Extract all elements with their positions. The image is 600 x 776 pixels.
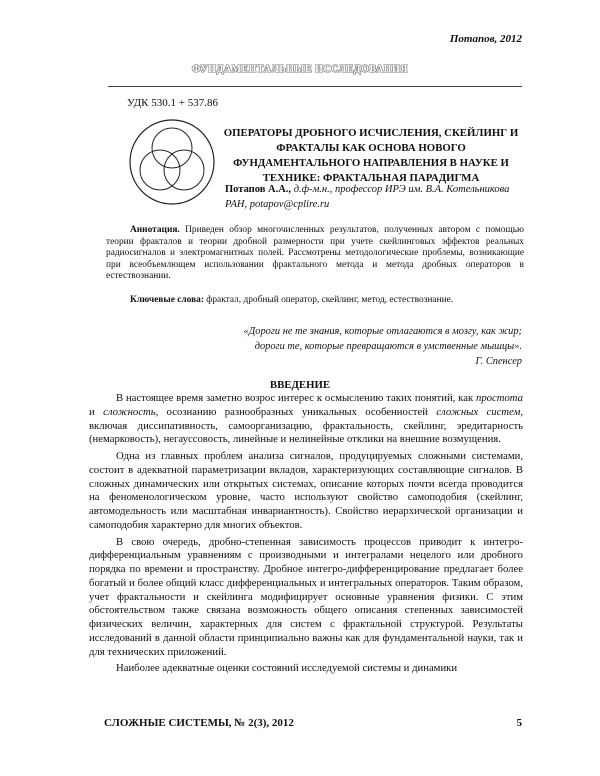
header-rule [108, 86, 522, 87]
abstract-label: Аннотация. [130, 225, 180, 235]
article-title [220, 126, 522, 186]
author-name: Потапов А.А., [225, 184, 292, 195]
journal-logo-icon [127, 118, 217, 206]
author-line [225, 183, 525, 212]
title-line: ОПЕРАТОРЫ ДРОБНОГО ИСЧИСЛЕНИЯ, СКЕЙЛИНГ И [223, 127, 519, 139]
keywords-label: Ключевые слова: [130, 295, 204, 305]
paragraph: В свою очередь, дробно-степенная зависимость процессов приводит к интегро-дифференциальным уравнениям с производными и интегралами нецелого или дробного порядка по времени и пространству. Дробное интегро-дифференцирование предлагает более богатый и более общий класс дифференциальных и интегральных операторов. Таким образом, учет фрактальности и скейлинга модифицирует основные уравнения физики. С этим обстоятельством также связана возможность общего описания степенных зависимостей физических величин, характерных для систем с фрактальной структурой. Результаты исследований в данной области принципиально важны как для фундаментальной науки, так и для технических приложений. [89, 535, 523, 658]
epigraph-attribution: Г. Спенсер [475, 356, 522, 367]
paragraph: В настоящее время заметно возрос интерес к осмыслению таких понятий, как простота и сложность, осознанию разнообразных уникальных особенностей сложных систем, включая диссипативность, самоорганизацию, фрактальность, скейлинг, эредитарность (немарковость), негауссовость, линейные и нелинейные отклики на внешние возмущения. [89, 392, 523, 446]
title-line: ФУНДАМЕНТАЛЬНОГО НАПРАВЛЕНИЯ В НАУКЕ И [233, 157, 509, 169]
body-text [89, 392, 523, 679]
introduction-heading: ВВЕДЕНИЕ [269, 379, 331, 391]
author-affiliation: д.ф-м.н., профессор ИРЭ им. В.А. Котельникова РАН, potapov@cplire.ru [225, 184, 510, 210]
paragraph: Наиболее адекватные оценки состояний исследуемой системы и динамики [116, 662, 458, 675]
keywords [106, 295, 524, 305]
epigraph [200, 324, 522, 369]
paragraph: Одна из главных проблем анализа сигналов, продуцируемых сложными системами, состоит в адекватной параметризации вкладов, характеризующих составляющие сигналов. В сложных динамических или открытых системах, описание которых почти всегда проводится на феноменологическом уровне, часто используют свойство самоподобия (скейлинг, автомодельность или масштабная инвариантность). Свойство иерархической организации и самоподобия характерно для многих объектов. [89, 450, 523, 531]
abstract-text: Приведен обзор многочисленных результатов, полученных автором с помощью теории фракталов и теории дробной размерности при учете скейлинговых эффектов реальных радиосигналов и электромагнитных полей. Рассмотрены методологические проблемы, возникающие при всеобъемлющем использовании фрактального метода и метода дробных операторов в естествознании. [106, 225, 524, 282]
page-number: 5 [516, 717, 522, 729]
epigraph-line: дороги те, которые превращаются в умственные мышцы». [254, 341, 522, 352]
epigraph-line: «Дороги не те знания, которые отлагаются в мозгу, как жир; [243, 326, 522, 337]
section-heading: ФУНДАМЕНТАЛЬНЫЕ ИССЛЕДОВАНИЯ [192, 64, 408, 75]
udc-code: УДК 530.1 + 537.86 [127, 97, 218, 109]
running-head: Потапов, 2012 [449, 33, 522, 45]
title-line: ТЕХНИКЕ: ФРАКТАЛЬНАЯ ПАРАДИГМА [262, 172, 480, 184]
title-line: ФРАКТАЛЫ КАК ОСНОВА НОВОГО [276, 142, 466, 154]
keywords-text: фрактал, дробный оператор, скейлинг, метод, естествознание. [203, 295, 454, 305]
journal-footer: СЛОЖНЫЕ СИСТЕМЫ, № 2(3), 2012 [104, 717, 294, 729]
abstract [106, 225, 524, 283]
